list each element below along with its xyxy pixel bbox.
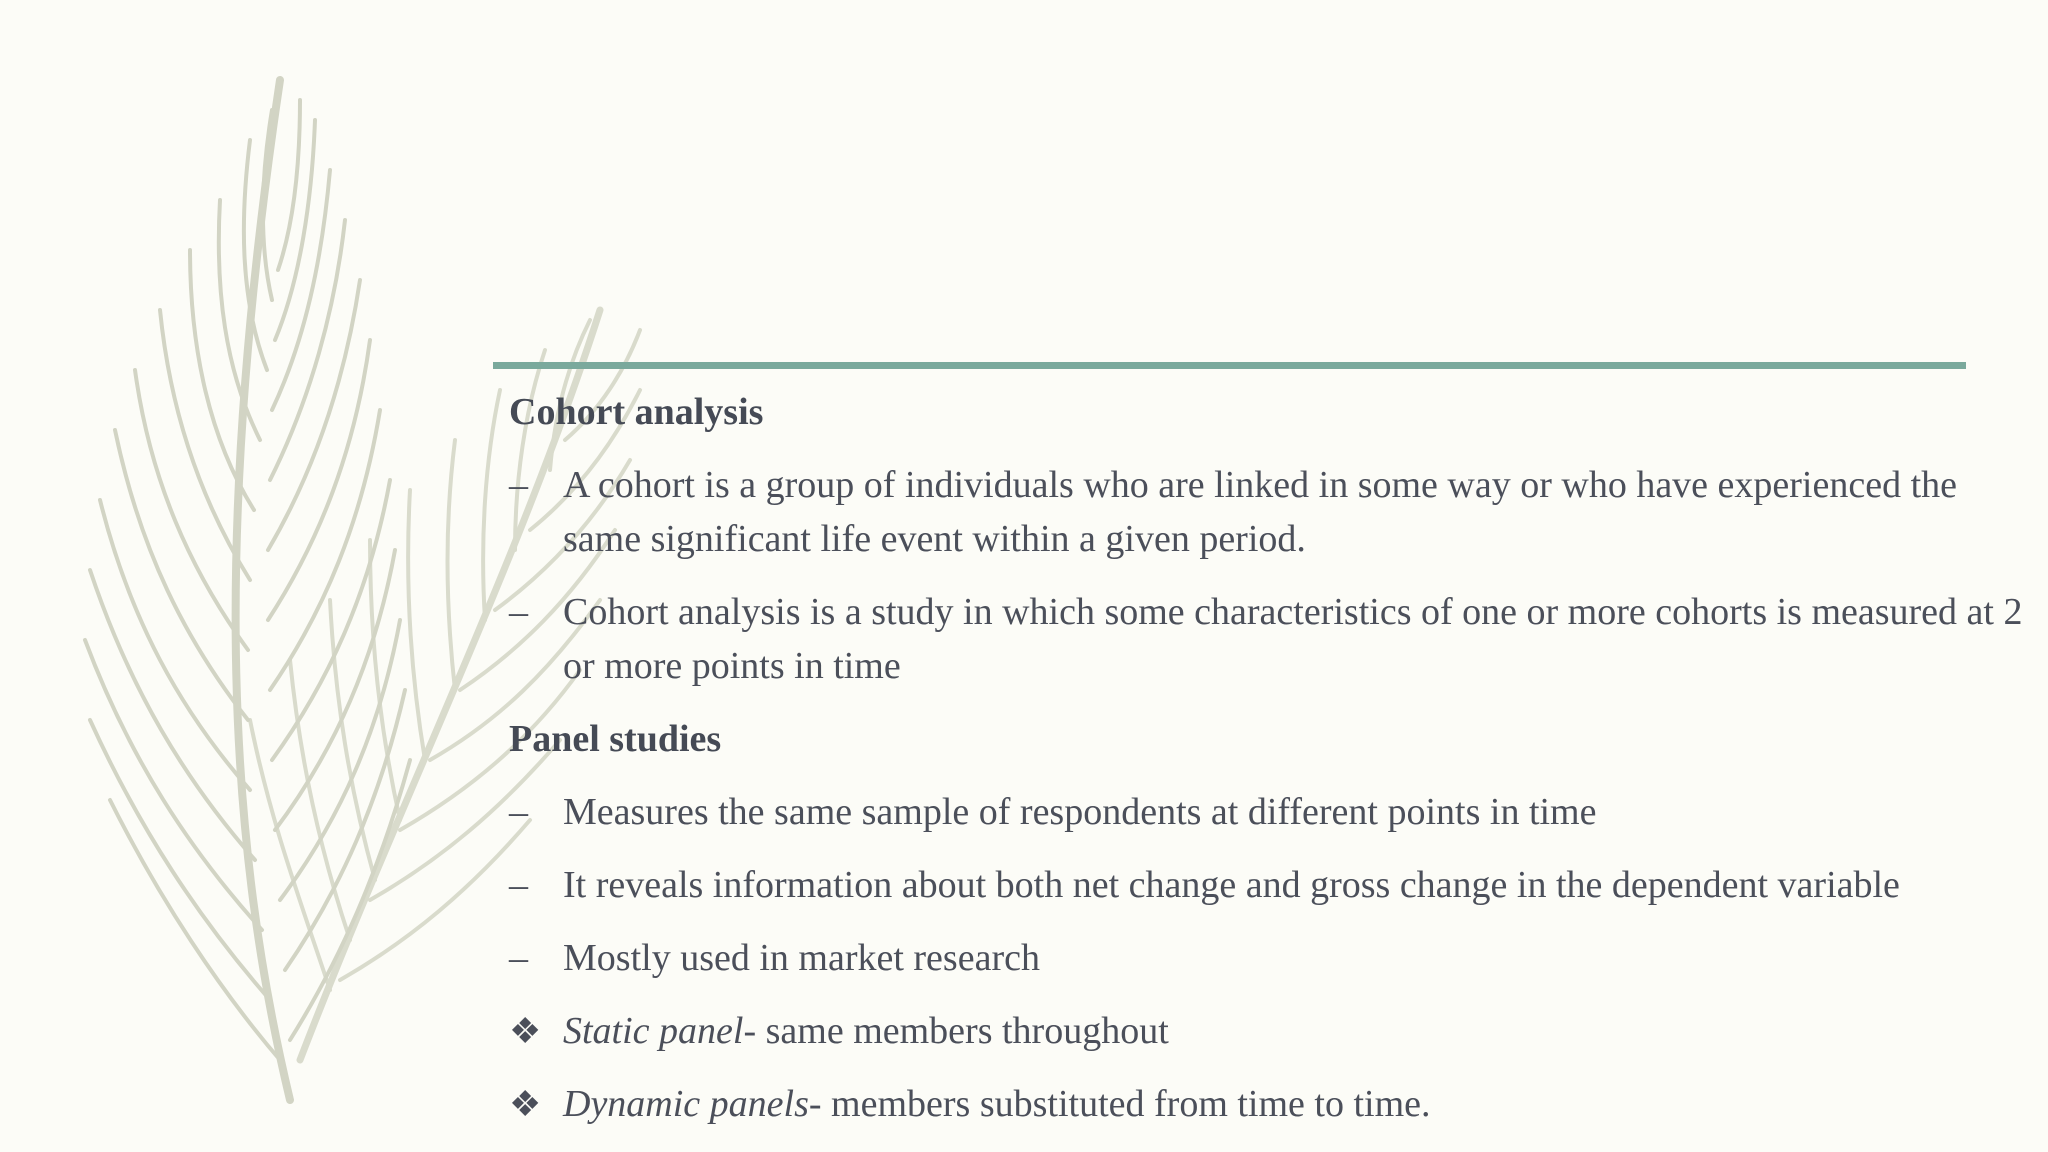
sub-bullet-item-static-panel — [509, 1004, 2029, 1058]
bullet-text: Measures the same sample of respondents at different points in time — [563, 791, 1597, 833]
bullet-text: Mostly used in market research — [563, 937, 1040, 979]
dash-marker: – — [509, 464, 528, 506]
dash-marker: – — [509, 864, 528, 906]
diamond-bullet-icon: ❖ — [509, 1011, 542, 1051]
dash-marker: – — [509, 791, 528, 833]
bullet-item — [509, 785, 2029, 839]
bullet-text: - same members throughout — [743, 1010, 1169, 1052]
bullet-text: - members substituted from time to time. — [808, 1083, 1431, 1125]
dash-marker: – — [509, 937, 528, 979]
term-static-panel: Static panel — [563, 1010, 744, 1052]
bullet-item — [509, 585, 2029, 693]
bullet-text: It reveals information about both net change and gross change in the dependent variable — [563, 864, 1900, 906]
dash-marker: – — [509, 591, 528, 633]
slide-content — [509, 385, 2029, 1150]
section-heading-cohort-analysis: Cohort analysis — [509, 391, 764, 433]
bullet-text: Cohort analysis is a study in which some characteristics of one or more cohorts is measured at 2 or more points in time — [563, 591, 2023, 687]
bullet-item — [509, 458, 2029, 566]
bullet-item — [509, 858, 2029, 912]
term-dynamic-panels: Dynamic panels — [563, 1083, 809, 1125]
bullet-text: A cohort is a group of individuals who are linked in some way or who have experienced the same significant life event within a given period. — [563, 464, 1958, 560]
diamond-bullet-icon: ❖ — [509, 1084, 542, 1124]
section-heading-panel-studies: Panel studies — [509, 718, 722, 760]
accent-divider-line — [493, 362, 1966, 369]
sub-bullet-item-dynamic-panels — [509, 1077, 2029, 1131]
bullet-item — [509, 931, 2029, 985]
